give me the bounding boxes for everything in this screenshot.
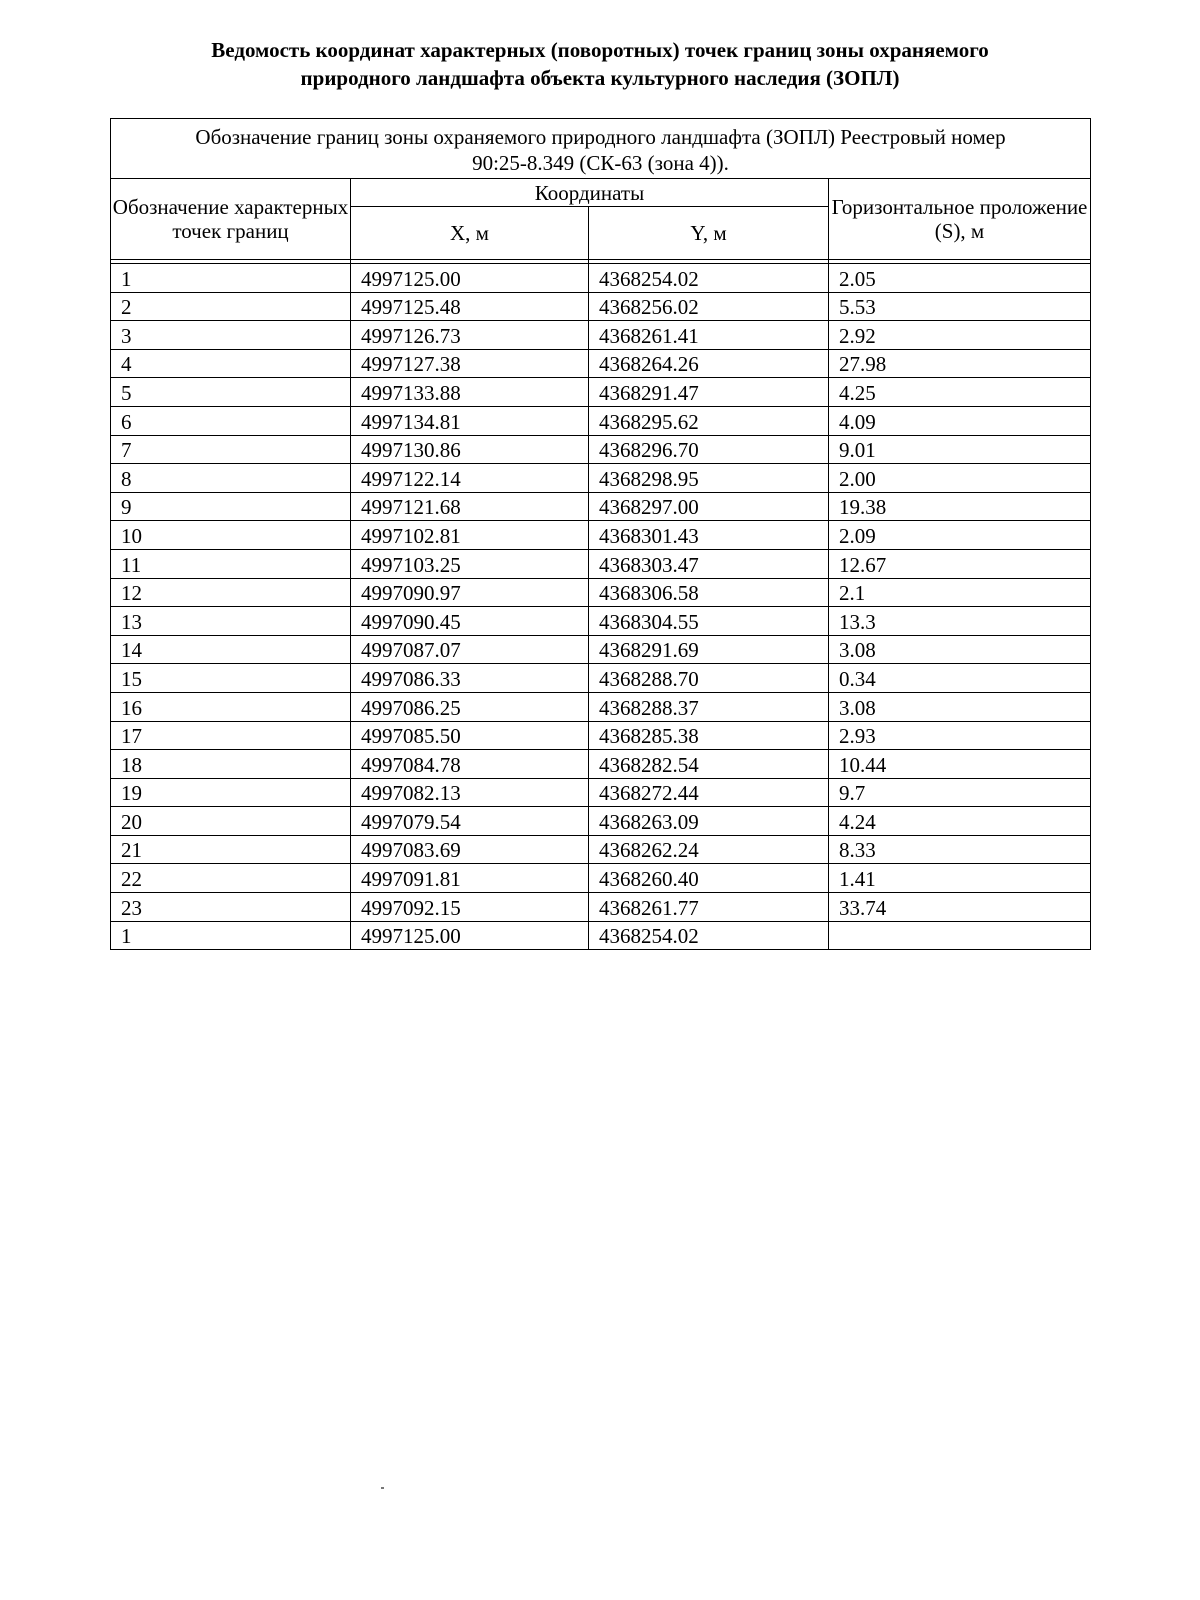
cell-y: 4368288.70 [589, 664, 829, 693]
table-row [111, 607, 1091, 636]
cell-distance: 2.09 [829, 521, 1091, 550]
cell-distance: 3.08 [829, 692, 1091, 721]
cell-point: 9 [111, 492, 351, 521]
cell-point: 13 [111, 607, 351, 636]
cell-y: 4368260.40 [589, 864, 829, 893]
table-row [111, 521, 1091, 550]
cell-point: 23 [111, 893, 351, 922]
cell-x: 4997090.45 [351, 607, 589, 636]
cell-x: 4997125.48 [351, 292, 589, 321]
cell-x: 4997079.54 [351, 807, 589, 836]
cell-x: 4997126.73 [351, 321, 589, 350]
cell-x: 4997134.81 [351, 406, 589, 435]
table-row [111, 492, 1091, 521]
table-row [111, 635, 1091, 664]
cell-distance: 27.98 [829, 349, 1091, 378]
cell-y: 4368306.58 [589, 578, 829, 607]
table-row [111, 778, 1091, 807]
cell-x: 4997103.25 [351, 549, 589, 578]
cell-point: 1 [111, 264, 351, 293]
cell-y: 4368264.26 [589, 349, 829, 378]
cell-distance: 13.3 [829, 607, 1091, 636]
cell-distance [829, 921, 1091, 950]
header-x: X, м [351, 207, 589, 260]
cell-y: 4368282.54 [589, 750, 829, 779]
table-row [111, 349, 1091, 378]
cell-distance: 3.08 [829, 635, 1091, 664]
cell-distance: 12.67 [829, 549, 1091, 578]
table-row [111, 692, 1091, 721]
cell-point: 20 [111, 807, 351, 836]
document-title [100, 36, 1100, 92]
header-points: Обозначение характерных точек границ [111, 179, 351, 260]
table-caption-row [111, 119, 1091, 179]
cell-y: 4368304.55 [589, 607, 829, 636]
table-header-row [111, 179, 1091, 207]
header-coordinates: Координаты [351, 179, 829, 207]
cell-y: 4368263.09 [589, 807, 829, 836]
cell-y: 4368272.44 [589, 778, 829, 807]
cell-x: 4997092.15 [351, 893, 589, 922]
cell-point: 19 [111, 778, 351, 807]
cell-x: 4997102.81 [351, 521, 589, 550]
cell-y: 4368301.43 [589, 521, 829, 550]
table-row [111, 549, 1091, 578]
cell-y: 4368285.38 [589, 721, 829, 750]
cell-x: 4997133.88 [351, 378, 589, 407]
table-row [111, 435, 1091, 464]
header-y: Y, м [589, 207, 829, 260]
cell-distance: 2.92 [829, 321, 1091, 350]
cell-distance: 2.1 [829, 578, 1091, 607]
cell-point: 4 [111, 349, 351, 378]
cell-y: 4368291.47 [589, 378, 829, 407]
cell-distance: 1.41 [829, 864, 1091, 893]
cell-y: 4368256.02 [589, 292, 829, 321]
header-distance: Горизонтальное проложение (S), м [829, 179, 1091, 260]
cell-x: 4997083.69 [351, 835, 589, 864]
table-row [111, 750, 1091, 779]
table-row [111, 807, 1091, 836]
cell-x: 4997085.50 [351, 721, 589, 750]
cell-distance: 2.93 [829, 721, 1091, 750]
cell-y: 4368254.02 [589, 921, 829, 950]
cell-y: 4368288.37 [589, 692, 829, 721]
cell-distance: 5.53 [829, 292, 1091, 321]
cell-x: 4997086.33 [351, 664, 589, 693]
table-row [111, 578, 1091, 607]
cell-y: 4368298.95 [589, 464, 829, 493]
cell-point: 3 [111, 321, 351, 350]
cell-x: 4997121.68 [351, 492, 589, 521]
cell-x: 4997122.14 [351, 464, 589, 493]
cell-distance: 0.34 [829, 664, 1091, 693]
cell-distance: 4.09 [829, 406, 1091, 435]
cell-point: 8 [111, 464, 351, 493]
cell-distance: 2.00 [829, 464, 1091, 493]
table-row [111, 664, 1091, 693]
cell-x: 4997127.38 [351, 349, 589, 378]
table-row [111, 893, 1091, 922]
scan-speck [381, 1487, 384, 1489]
table-row [111, 378, 1091, 407]
cell-y: 4368296.70 [589, 435, 829, 464]
cell-point: 21 [111, 835, 351, 864]
cell-point: 2 [111, 292, 351, 321]
document-title-line-1: Ведомость координат характерных (поворотных) точек границ зоны охраняемого [211, 38, 989, 62]
cell-y: 4368254.02 [589, 264, 829, 293]
cell-y: 4368261.41 [589, 321, 829, 350]
cell-x: 4997082.13 [351, 778, 589, 807]
table-row [111, 292, 1091, 321]
cell-point: 12 [111, 578, 351, 607]
table-row [111, 406, 1091, 435]
table-row [111, 721, 1091, 750]
cell-x: 4997130.86 [351, 435, 589, 464]
table-caption-line-1: Обозначение границ зоны охраняемого природного ландшафта (ЗОПЛ) Реестровый номер [195, 124, 1006, 149]
coordinates-table [110, 118, 1091, 950]
table-row [111, 464, 1091, 493]
cell-point: 11 [111, 549, 351, 578]
cell-point: 18 [111, 750, 351, 779]
cell-x: 4997086.25 [351, 692, 589, 721]
cell-point: 1 [111, 921, 351, 950]
cell-x: 4997125.00 [351, 264, 589, 293]
cell-distance: 4.24 [829, 807, 1091, 836]
cell-x: 4997084.78 [351, 750, 589, 779]
cell-point: 15 [111, 664, 351, 693]
cell-point: 17 [111, 721, 351, 750]
cell-x: 4997125.00 [351, 921, 589, 950]
table-caption-line-2: 90:25-8.349 (СК-63 (зона 4)). [472, 150, 729, 175]
cell-y: 4368261.77 [589, 893, 829, 922]
table-row [111, 835, 1091, 864]
cell-distance: 9.01 [829, 435, 1091, 464]
cell-y: 4368291.69 [589, 635, 829, 664]
cell-point: 5 [111, 378, 351, 407]
cell-distance: 33.74 [829, 893, 1091, 922]
cell-distance: 8.33 [829, 835, 1091, 864]
table-row [111, 321, 1091, 350]
cell-point: 16 [111, 692, 351, 721]
cell-x: 4997090.97 [351, 578, 589, 607]
cell-distance: 10.44 [829, 750, 1091, 779]
cell-x: 4997091.81 [351, 864, 589, 893]
cell-y: 4368297.00 [589, 492, 829, 521]
document-title-line-2: природного ландшафта объекта культурного наследия (ЗОПЛ) [300, 66, 900, 90]
cell-y: 4368295.62 [589, 406, 829, 435]
cell-y: 4368303.47 [589, 549, 829, 578]
table-row [111, 921, 1091, 950]
cell-point: 6 [111, 406, 351, 435]
table-row [111, 864, 1091, 893]
cell-distance: 2.05 [829, 264, 1091, 293]
cell-point: 7 [111, 435, 351, 464]
cell-distance: 9.7 [829, 778, 1091, 807]
cell-point: 10 [111, 521, 351, 550]
cell-y: 4368262.24 [589, 835, 829, 864]
cell-distance: 4.25 [829, 378, 1091, 407]
cell-distance: 19.38 [829, 492, 1091, 521]
cell-x: 4997087.07 [351, 635, 589, 664]
cell-point: 14 [111, 635, 351, 664]
table-row [111, 264, 1091, 293]
table-caption [111, 119, 1091, 179]
cell-point: 22 [111, 864, 351, 893]
